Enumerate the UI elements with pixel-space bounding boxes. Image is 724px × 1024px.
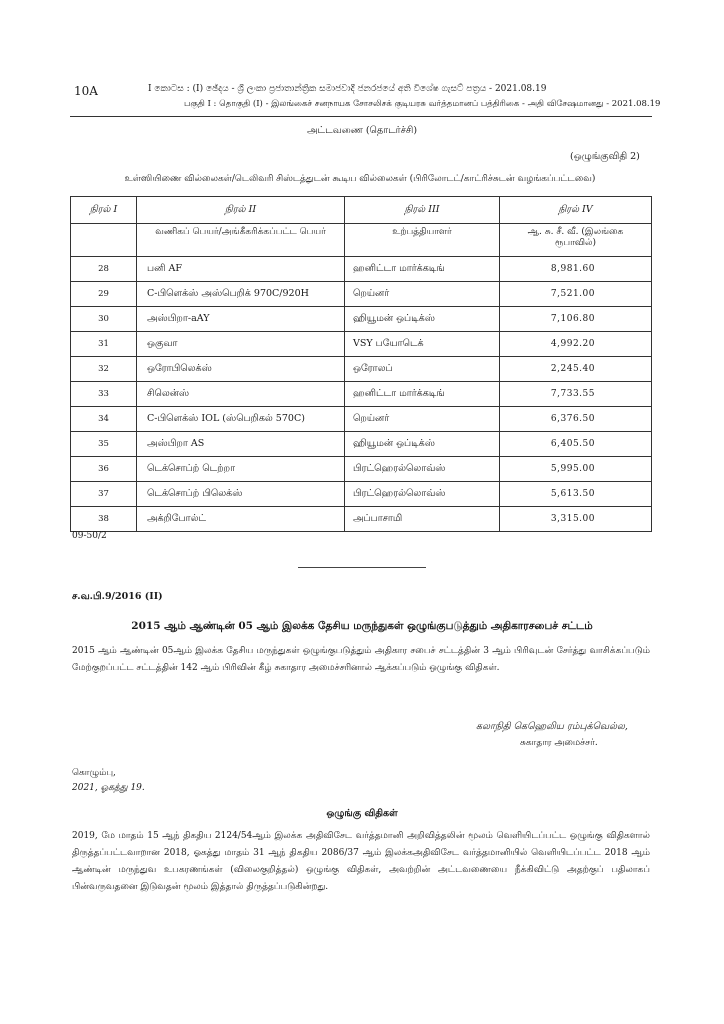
manufacturer: பிரட்ஹெரல்லொவ்ஸ் <box>345 457 500 482</box>
manufacturer: ஒரோலப் <box>345 357 500 382</box>
price-table <box>70 196 652 532</box>
column-header: நிரல் II <box>137 197 345 224</box>
price: 5,995.00 <box>500 457 652 482</box>
table-subheader-row <box>71 224 652 257</box>
row-number: 33 <box>71 382 137 407</box>
table-row <box>71 332 652 357</box>
product-name: டெக்சொப்ற் பிலெக்ஸ் <box>137 482 345 507</box>
table-row <box>71 457 652 482</box>
price: 3,315.00 <box>500 507 652 532</box>
signer-title: சுகாதார அமைச்சர். <box>520 738 598 748</box>
section-separator <box>298 567 426 568</box>
manufacturer: ஹனிட்டா மார்க்கடிங் <box>345 257 500 282</box>
regulations-paragraph: 2019, மே மாதம் 15 ஆந் திகதிய 2124/54ஆம் இலக்க அதிவிசேட வர்த்தமானி அறிவித்தலின் மூலம் வெளியிடப்பட்ட ஒழுங்கு விதிகளால் திருத்தப்பட்டவாறான 2018, ஓகத்து மாதம் 31 ஆந் திகதிய 2086/37 ஆம் இலக்கஅதிவிசேட வர்த்தமானியில் வெளியிடப்பட்ட 2018 ஆம் ஆண்டின் மருந்துவ உபகரணங்கள் (விலைகுறித்தல்) ஒழுங்கு விதிகள், அவற்றின் அட்டவணையை நீக்கிவிட்டு அதற்குப் பதிலாகப் பின்வருவதனை இடுவதன் மூலம் இத்தால் திருத்தப்படுகின்றது. <box>72 831 650 892</box>
manufacturer: பிரட்ஹெரல்லொவ்ஸ் <box>345 482 500 507</box>
row-number: 31 <box>71 332 137 357</box>
place: கொழும்பு, <box>72 768 116 778</box>
header-divider <box>70 116 652 117</box>
rule-number: (ஒழுங்குவிதி 2) <box>570 151 640 162</box>
table-caption: உள்ஸியிணை வில்லைகள்/டெலிவரி சிஸ்டத்துடன் கூடிய வில்லைகள் (பிரிலோடட்/காட்ரிச்சுடன் வழங்கப்பட்டவை) <box>124 174 596 184</box>
column-header: நிரல் III <box>345 197 500 224</box>
column-subheader: உற்பத்தியாளர் <box>345 224 500 257</box>
product-name: அக்றிபோல்ட் <box>137 507 345 532</box>
schedule-continued-heading: அட்டவணை (தொடர்ச்சி) <box>306 125 418 136</box>
manufacturer: VSY பயோடெக் <box>345 332 500 357</box>
price: 7,733.55 <box>500 382 652 407</box>
table-row <box>71 382 652 407</box>
price: 6,405.50 <box>500 432 652 457</box>
price: 8,981.60 <box>500 257 652 282</box>
manufacturer: அப்பாசாமி <box>345 507 500 532</box>
manufacturer: றெய்னர் <box>345 282 500 307</box>
column-subheader: ஆ. சு. சீ. வீ. (இலங்கை ரூபாவில்) <box>500 224 652 257</box>
price: 7,521.00 <box>500 282 652 307</box>
section-title: ஒழுங்கு விதிகள் <box>326 808 398 819</box>
row-number: 28 <box>71 257 137 282</box>
price: 5,613.50 <box>500 482 652 507</box>
manufacturer: ஹியூமன் ஒப்டிக்ஸ் <box>345 432 500 457</box>
header-tamil-line: பகுதி I : தொகுதி (I) - இலங்கைச் சனநாயக சோசலிசக் குடியரசு வர்த்தமானப் பத்திரிகை - அதி விசேஷமானது - 2021.08.19 <box>184 99 661 109</box>
table-row <box>71 407 652 432</box>
date: 2021, ஓகத்து 19. <box>72 783 145 793</box>
table-row <box>71 357 652 382</box>
row-number: 34 <box>71 407 137 432</box>
signer-name: கலாநிதி கெஹெலிய ரம்புக்வெல்ல, <box>476 721 628 732</box>
price: 4,992.20 <box>500 332 652 357</box>
product-name: அஸ்பிறா AS <box>137 432 345 457</box>
table-row <box>71 307 652 332</box>
product-name: C-பிளெக்ஸ் அஸ்பெறிக் 970C/920H <box>137 282 345 307</box>
row-number: 32 <box>71 357 137 382</box>
row-number: 30 <box>71 307 137 332</box>
price: 2,245.40 <box>500 357 652 382</box>
row-number: 36 <box>71 457 137 482</box>
reference-code: 09-50/2 <box>72 531 107 541</box>
row-number: 29 <box>71 282 137 307</box>
manufacturer: ஹனிட்டா மார்க்கடிங் <box>345 382 500 407</box>
intro-paragraph: 2015 ஆம் ஆண்டின் 05ஆம் இலக்க தேசிய மருந்துகள் ஒழுங்குபடுத்தும் அதிகார சபைச் சட்டத்தின் 3 ஆம் பிரிவுடன் சேர்த்து வாசிக்கப்படும் மேற்குறப்பட்ட சட்டத்தின் 142 ஆம் பிரிவின் கீழ் சுகாதார அமைச்சரினால் ஆக்கப்படும் ஒழுங்கு விதிகள். <box>72 646 650 673</box>
price: 6,376.50 <box>500 407 652 432</box>
row-number: 35 <box>71 432 137 457</box>
row-number: 38 <box>71 507 137 532</box>
regulation-reference: ச.வ.பி.9/2016 (II) <box>72 591 163 602</box>
product-name: ஒரோபிலெக்ஸ் <box>137 357 345 382</box>
table-row <box>71 507 652 532</box>
product-name: டெக்சொப்ற் டெற்றா <box>137 457 345 482</box>
product-name: C-பிளெக்ஸ் IOL (ஸ்பெறிகல் 570C) <box>137 407 345 432</box>
act-title: 2015 ஆம் ஆண்டின் 05 ஆம் இலக்க தேசிய மருந்துகள் ஒழுங்குபடுத்தும் அதிகாரசபைச் சட்டம் <box>131 620 593 632</box>
table-row <box>71 257 652 282</box>
column-subheader <box>71 224 137 257</box>
table-row <box>71 432 652 457</box>
table-column-header-row <box>71 197 652 224</box>
table-row <box>71 282 652 307</box>
row-number: 37 <box>71 482 137 507</box>
manufacturer: றெய்னர் <box>345 407 500 432</box>
manufacturer: ஹியூமன் ஒப்டிக்ஸ் <box>345 307 500 332</box>
page-number: 10A <box>74 84 98 98</box>
price: 7,106.80 <box>500 307 652 332</box>
product-name: பனி AF <box>137 257 345 282</box>
product-name: சிலென்ஸ் <box>137 382 345 407</box>
column-header: நிரல் I <box>71 197 137 224</box>
table-row <box>71 482 652 507</box>
header-sinhala-line: I කොටස : (I) ඡේදය - ශ්‍රී ලංකා ප්‍රජාතාන්ත්‍රික සමාජවාදී ජනරජයේ අති විශේෂ ගැසට් පත්‍රය - 2021.08.19 <box>148 84 547 94</box>
column-subheader: வணிகப் பெயர்/அங்கீகரிக்கப்பட்ட பெயர் <box>137 224 345 257</box>
product-name: அஸ்பிறா-aAY <box>137 307 345 332</box>
product-name: ஒகுவா <box>137 332 345 357</box>
column-header: நிரல் IV <box>500 197 652 224</box>
